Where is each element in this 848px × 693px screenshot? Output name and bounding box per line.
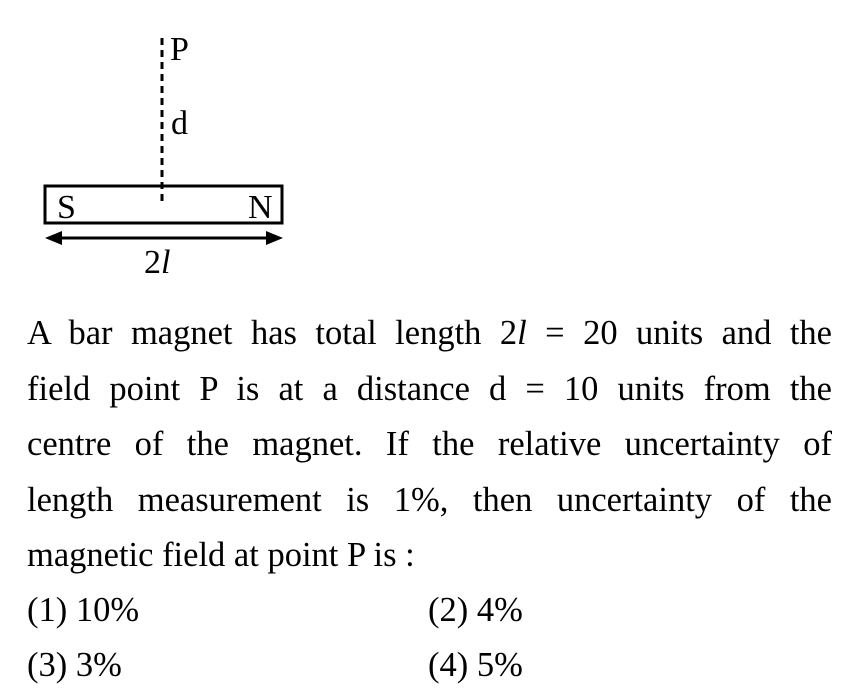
option-1[interactable]: (1) 10%	[27, 591, 140, 629]
distance-d-label: d	[171, 105, 188, 142]
answer-options	[27, 583, 832, 693]
question-text	[27, 306, 832, 584]
north-pole-label: N	[248, 189, 273, 226]
question-line-4: length measurement is 1%, then uncertainty of the	[27, 480, 832, 519]
length-2l-label: 2l	[144, 244, 171, 281]
question-line-2: field point P is at a distance d = 10 units from the	[27, 369, 832, 408]
point-p-label: P	[170, 31, 189, 68]
south-pole-label: S	[57, 189, 76, 226]
length-arrow-left-head	[45, 231, 62, 245]
options-row-2	[27, 638, 832, 693]
question-line-5: magnetic field at point P is :	[27, 536, 415, 574]
option-4[interactable]: (4) 5%	[428, 646, 523, 684]
length-arrow-right-head	[266, 231, 283, 245]
question-line-1: A bar magnet has total length 2l = 20 units and the	[27, 314, 832, 352]
options-row-1	[27, 583, 832, 638]
option-3[interactable]: (3) 3%	[27, 646, 122, 684]
question-line-3: centre of the magnet. If the relative uncertainty of	[27, 425, 832, 463]
bar-magnet	[45, 186, 282, 223]
bar-magnet-diagram	[0, 0, 848, 300]
option-2[interactable]: (2) 4%	[428, 591, 523, 629]
